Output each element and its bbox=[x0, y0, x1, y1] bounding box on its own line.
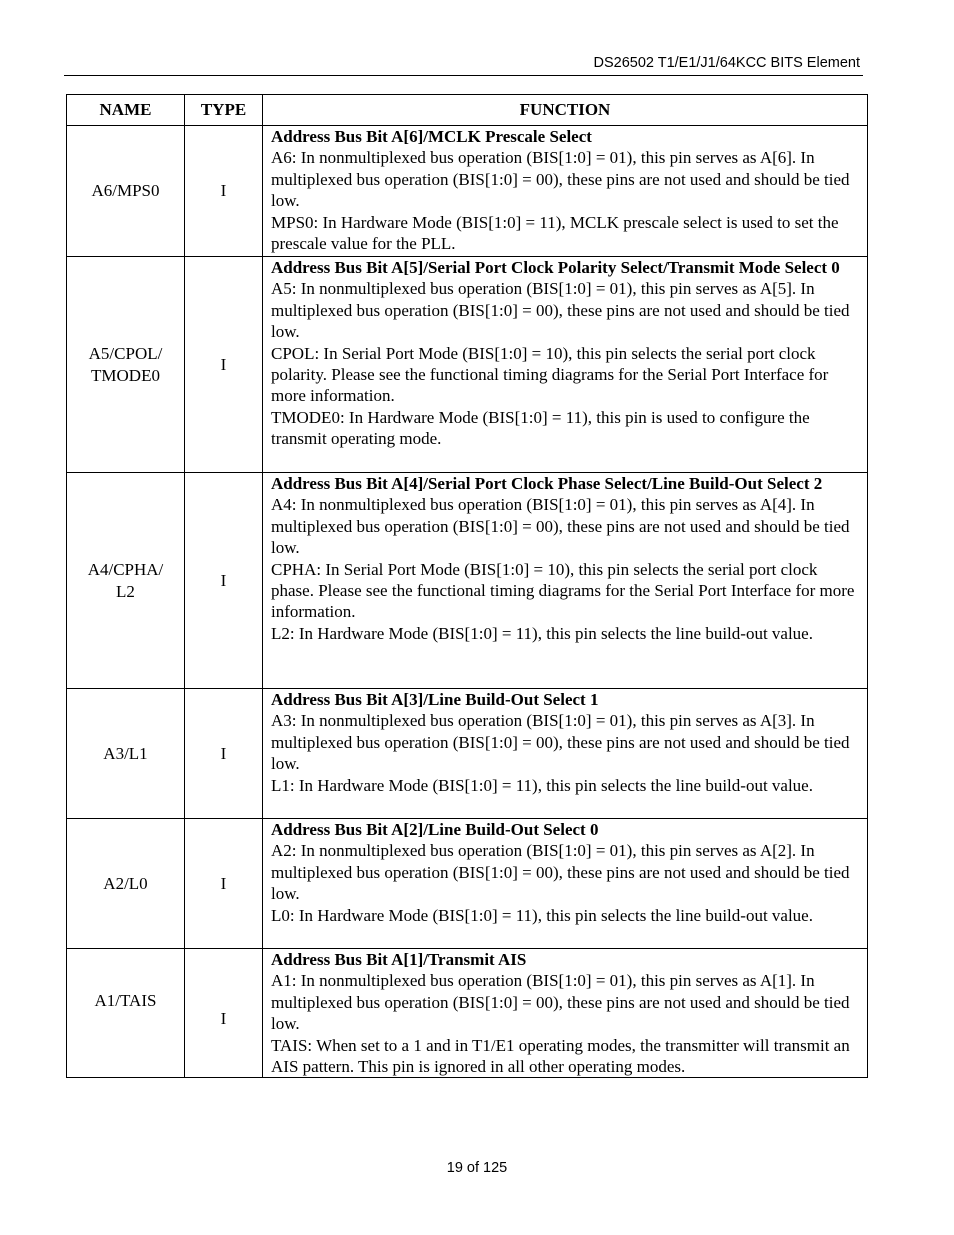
function-title: Address Bus Bit A[5]/Serial Port Clock Polarity Select/Transmit Mode Select 0 bbox=[271, 258, 840, 277]
pin-name-line: A5/CPOL/ bbox=[88, 344, 163, 364]
function-title: Address Bus Bit A[3]/Line Build-Out Select 1 bbox=[271, 690, 599, 709]
pin-function bbox=[263, 257, 868, 473]
pin-type: I bbox=[185, 949, 263, 1078]
pin-function bbox=[263, 473, 868, 689]
function-description: L2: In Hardware Mode (BIS[1:0] = 11), this pin selects the line build-out value. bbox=[271, 623, 813, 643]
pin-name-line: A6/MPS0 bbox=[91, 181, 160, 201]
header-rule bbox=[64, 75, 863, 76]
function-description: A4: In nonmultiplexed bus operation (BIS[1:0] = 01), this pin serves as A[4]. In multiplexed bus operation (BIS[1:0] = 00), these pins are not used and should be tied low. bbox=[271, 495, 850, 558]
pin-name bbox=[67, 126, 185, 257]
pin-function bbox=[263, 689, 868, 819]
function-description: MPS0: In Hardware Mode (BIS[1:0] = 11), MCLK prescale select is used to set the prescale value for the PLL. bbox=[271, 212, 839, 254]
pin-type: I bbox=[185, 126, 263, 257]
pin-name-line: L2 bbox=[116, 581, 135, 601]
pin-name bbox=[67, 949, 185, 1078]
function-description: A1: In nonmultiplexed bus operation (BIS[1:0] = 01), this pin serves as A[1]. In multiplexed bus operation (BIS[1:0] = 00), these pins are not used and should be tied low. bbox=[271, 971, 850, 1034]
table-row bbox=[67, 257, 868, 473]
pin-function bbox=[263, 126, 868, 257]
function-description: A5: In nonmultiplexed bus operation (BIS[1:0] = 01), this pin serves as A[5]. In multiplexed bus operation (BIS[1:0] = 00), these pins are not used and should be tied low. bbox=[271, 279, 850, 342]
function-description: A3: In nonmultiplexed bus operation (BIS[1:0] = 01), this pin serves as A[3]. In multiplexed bus operation (BIS[1:0] = 00), these pins are not used and should be tied low. bbox=[271, 711, 850, 774]
pin-function bbox=[263, 819, 868, 949]
table-row bbox=[67, 819, 868, 949]
pin-name bbox=[67, 819, 185, 949]
function-description: TAIS: When set to a 1 and in T1/E1 operating modes, the transmitter will transmit an AIS pattern. This pin is ignored in all other operating modes. bbox=[271, 1035, 850, 1077]
pin-type: I bbox=[185, 473, 263, 689]
function-title: Address Bus Bit A[2]/Line Build-Out Select 0 bbox=[271, 820, 599, 839]
pin-name-line: TMODE0 bbox=[91, 365, 160, 385]
pin-type: I bbox=[185, 689, 263, 819]
table-header-row bbox=[67, 95, 868, 126]
function-description: TMODE0: In Hardware Mode (BIS[1:0] = 11), this pin is used to configure the transmit operating mode. bbox=[271, 407, 810, 449]
pin-name bbox=[67, 257, 185, 473]
pin-name-line: A3/L1 bbox=[103, 743, 148, 763]
function-description: L1: In Hardware Mode (BIS[1:0] = 11), this pin selects the line build-out value. bbox=[271, 775, 813, 795]
function-description: CPHA: In Serial Port Mode (BIS[1:0] = 10), this pin selects the serial port clock phase. Please see the functional timing diagrams for the Serial Port Interface for more information. bbox=[271, 559, 855, 622]
column-header-name: NAME bbox=[67, 95, 185, 126]
pin-name-line: A1/TAIS bbox=[94, 991, 157, 1010]
table-row bbox=[67, 126, 868, 257]
column-header-type: TYPE bbox=[185, 95, 263, 126]
pin-name bbox=[67, 473, 185, 689]
pin-name-line: A2/L0 bbox=[103, 873, 148, 893]
column-header-function: FUNCTION bbox=[263, 95, 868, 126]
pin-name-line: A4/CPHA/ bbox=[87, 560, 164, 580]
function-description: A6: In nonmultiplexed bus operation (BIS[1:0] = 01), this pin serves as A[6]. In multiplexed bus operation (BIS[1:0] = 00), these pins are not used and should be tied low. bbox=[271, 148, 850, 211]
function-title: Address Bus Bit A[4]/Serial Port Clock Phase Select/Line Build-Out Select 2 bbox=[271, 474, 823, 493]
function-description: L0: In Hardware Mode (BIS[1:0] = 11), this pin selects the line build-out value. bbox=[271, 905, 813, 925]
table-row bbox=[67, 473, 868, 689]
pin-type: I bbox=[185, 257, 263, 473]
function-title: Address Bus Bit A[6]/MCLK Prescale Select bbox=[271, 127, 592, 146]
pin-name bbox=[67, 689, 185, 819]
pin-type: I bbox=[185, 819, 263, 949]
function-description: CPOL: In Serial Port Mode (BIS[1:0] = 10), this pin selects the serial port clock polarity. Please see the functional timing diagrams for the Serial Port Interface for more information. bbox=[271, 343, 829, 406]
table-row bbox=[67, 689, 868, 819]
function-title: Address Bus Bit A[1]/Transmit AIS bbox=[271, 950, 527, 969]
function-description: A2: In nonmultiplexed bus operation (BIS[1:0] = 01), this pin serves as A[2]. In multiplexed bus operation (BIS[1:0] = 00), these pins are not used and should be tied low. bbox=[271, 841, 850, 904]
pin-function bbox=[263, 949, 868, 1078]
page-number: 19 of 125 bbox=[446, 1160, 508, 1176]
table-row bbox=[67, 949, 868, 1078]
pin-description-table bbox=[66, 94, 868, 1078]
document-header-title: DS26502 T1/E1/J1/64KCC BITS Element bbox=[593, 55, 860, 71]
